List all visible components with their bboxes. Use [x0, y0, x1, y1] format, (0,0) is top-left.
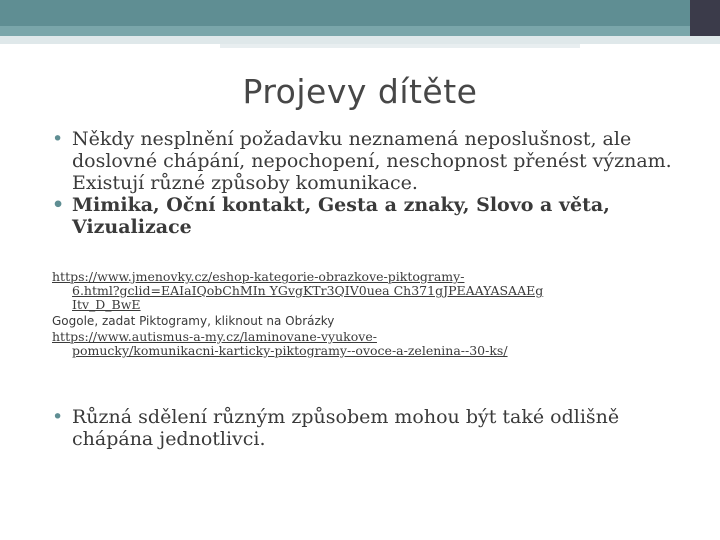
- bullet-icon: •: [52, 406, 64, 428]
- bullet-list: [52, 128, 692, 238]
- link-text: Itv_D_BwE: [72, 297, 141, 312]
- bullet-text: Různá sdělení různým způsobem mohou být také odlišně chápána jednotlivci.: [72, 406, 620, 450]
- link-jmenovky[interactable]: [52, 270, 712, 312]
- bullet-icon: •: [52, 128, 64, 150]
- header-accent-line: [220, 44, 580, 48]
- bullet-item: [52, 406, 692, 450]
- note-text: Gogole, zadat Piktogramy, kliknout na Obrázky: [52, 314, 335, 328]
- bullet-item: [52, 194, 692, 238]
- link-text: pomucky/komunikacni-karticky-piktogramy--ovoce-a-zelenina--30-ks/: [72, 343, 508, 358]
- header-underline: [0, 36, 720, 44]
- bullet-item: [52, 128, 692, 194]
- header-band-strip: [0, 26, 690, 36]
- bullet-text: Někdy nesplnění požadavku neznamená neposlušnost, ale doslovné chápání, nepochopení, neschopnost přenést význam. Existují různé způsoby komunikace.: [72, 128, 672, 194]
- header-corner: [690, 0, 720, 36]
- bullet-icon: •: [52, 194, 65, 216]
- bottom-bullet-list: [52, 406, 692, 450]
- links-section: [52, 270, 712, 358]
- link-autismus[interactable]: [52, 330, 712, 358]
- link-text: https://www.jmenovky.cz/eshop-kategorie-obrazkove-piktogramy-: [52, 269, 465, 284]
- link-text: https://www.autismus-a-my.cz/laminovane-vyukove-: [52, 329, 377, 344]
- link-text: 6.html?gclid=EAIaIQobChMIn YGvgKTr3QIV0uea Ch371gJPEAAYASAAEg: [72, 283, 544, 298]
- slide-title: Projevy dítěte: [242, 72, 478, 111]
- bullet-text: Mimika, Oční kontakt, Gesta a znaky, Slovo a věta, Vizualizace: [72, 194, 610, 238]
